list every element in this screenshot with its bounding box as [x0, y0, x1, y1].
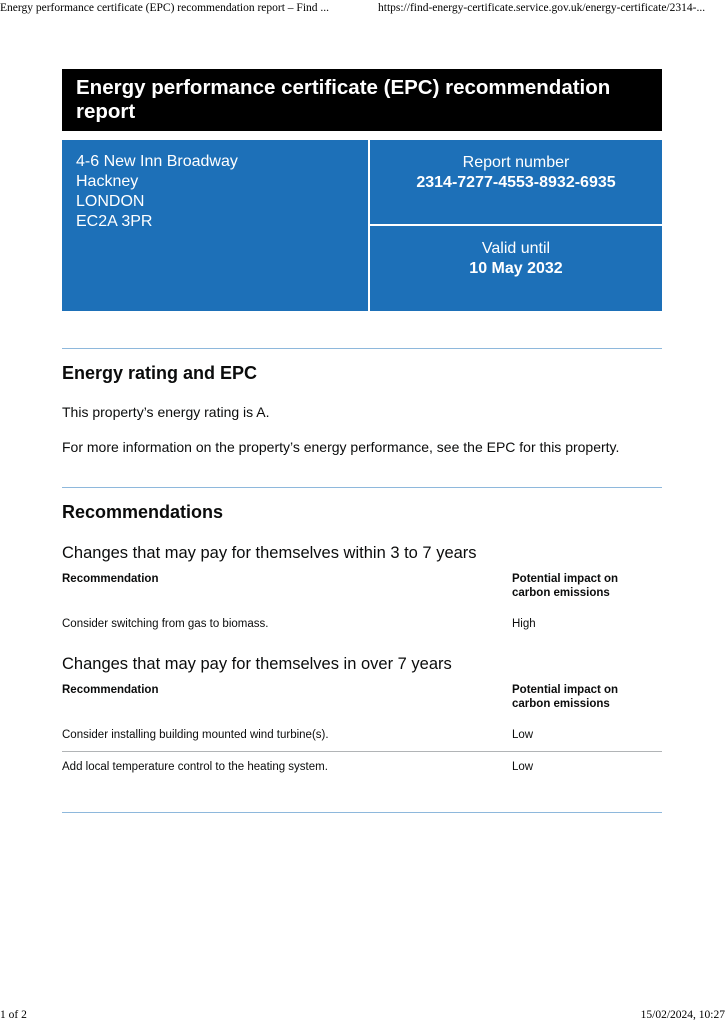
print-header: [0, 0, 725, 18]
page-title: Energy performance certificate (EPC) recommendation report: [62, 69, 662, 131]
print-page-title: Energy performance certificate (EPC) recommendation report – Find ...: [0, 2, 330, 14]
print-page-url: https://find-energy-certificate.service.gov.uk/energy-certificate/2314-...: [378, 2, 706, 14]
column-header-impact: [512, 683, 662, 711]
energy-rating-text: This property’s energy rating is A.: [62, 404, 270, 420]
report-number-box: [370, 140, 662, 224]
valid-until-value: 10 May 2032: [469, 260, 563, 277]
impact-value: Low: [512, 729, 534, 741]
recommendations-heading: Recommendations: [62, 502, 224, 522]
group-heading-over-7-years: Changes that may pay for themselves in over 7 years: [62, 655, 452, 673]
print-datetime: 15/02/2024, 10:27: [640, 1009, 725, 1021]
column-header-impact-line2: carbon emissions: [512, 698, 610, 710]
recommendation-text: Consider switching from gas to biomass.: [62, 618, 269, 630]
column-header-impact: [512, 572, 662, 600]
address-line-3: LONDON: [76, 193, 145, 210]
print-footer: [0, 1006, 725, 1024]
impact-value: Low: [512, 761, 534, 773]
address-postcode: EC2A 3PR: [76, 213, 153, 230]
property-address: [62, 140, 368, 311]
recommendation-text: Consider installing building mounted wind turbine(s).: [62, 729, 329, 741]
column-header-impact-line2: carbon emissions: [512, 587, 610, 599]
report-number-value: 2314-7277-4553-8932-6935: [416, 174, 616, 191]
valid-until-label: Valid until: [481, 240, 551, 257]
address-line-1: 4-6 New Inn Broadway: [76, 153, 238, 170]
print-page-number: 1 of 2: [0, 1009, 27, 1021]
section-divider: [62, 812, 662, 813]
impact-value: High: [512, 618, 536, 630]
column-header-recommendation: Recommendation: [62, 684, 159, 696]
column-header-impact-line1: Potential impact on: [512, 573, 619, 585]
valid-until-box: [370, 226, 662, 311]
section-divider: [62, 348, 662, 349]
section-divider: [62, 487, 662, 488]
epc-info-text: For more information on the property’s energy performance, see the EPC for this property.: [62, 439, 620, 455]
report-number-label: Report number: [462, 154, 570, 171]
row-divider: [62, 751, 662, 752]
energy-rating-heading: Energy rating and EPC: [62, 363, 258, 383]
column-header-recommendation: Recommendation: [62, 573, 159, 585]
recommendation-text: Add local temperature control to the heating system.: [62, 761, 328, 773]
group-heading-3-to-7-years: Changes that may pay for themselves within 3 to 7 years: [62, 544, 477, 562]
address-line-2: Hackney: [76, 173, 139, 190]
column-header-impact-line1: Potential impact on: [512, 684, 619, 696]
